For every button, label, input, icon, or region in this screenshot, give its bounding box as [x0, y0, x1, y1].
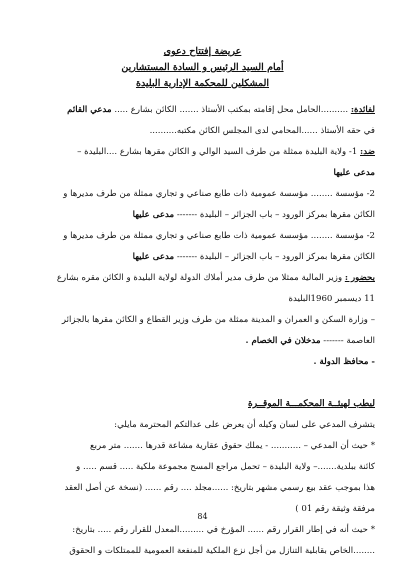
intervenor-2-line-2: [30, 331, 375, 352]
defendant-1-role: مدعى عليها: [333, 168, 375, 178]
defendant-3-role: مدعى عليها: [132, 252, 175, 262]
intervenor-2-address: العاصمة -------: [323, 336, 375, 346]
intro-paragraph: يتشرف المدعي على لسان وكيله أن يعرض على عدالتكم المحترمة مايلي:: [114, 420, 375, 430]
plaintiff-label: لفائدة:: [350, 105, 375, 115]
fact-1-line-3: هذا بموجب عقد بيع رسمي مشهر بتاريخ: ......مجلد .... رقم ...... (نسخة عن أصل العقد: [64, 483, 375, 493]
parties-section: [30, 100, 375, 373]
defendants-label: ضد:: [360, 147, 375, 157]
intervenor-1-text: وزير المالية ممثلا من طرف مدير أملاك الدولة لولاية البليدة و الكائن مقره بشارع: [56, 273, 343, 283]
defendant-2-role: مدعى عليها: [132, 210, 175, 220]
intervenors-label: بحضور :: [344, 273, 375, 283]
defendant-1-text: 1- ولاية البليدة ممثلة من طرف السيد الوالي و الكائن مقرها بشارع ....البليدة –: [77, 147, 358, 157]
defendant-2-line-1: 2- مؤسسة ........ مؤسسة عمومية ذات طابع صناعي و تجاري ممثلة من طرف مديرها و: [63, 189, 375, 199]
fact-2-line-1: * حيث أنه في إطار القرار رقم ...... المؤرخ في .........المعدل للقرار رقم ..... بتاريخ:: [72, 525, 375, 535]
intervenor-1-address: 11 ديسمبر 1960البليدة: [288, 294, 375, 304]
plaintiff-text: ..........الحامل محل إقامته بمكتب الأستاذ ....... الكائن بشارع .....: [114, 105, 349, 115]
plaintiff-lawyer-line: في حقه الأستاذ ......المحامي لدى المجلس الكائن مكتبه..........: [149, 126, 375, 136]
intervenor-3-line: - محافظ الدولة .: [313, 357, 375, 367]
fact-2-line-2: ........الخاص بقابلية التنازل من أجل نزع الملكية للمنفعة العمومية للممتلكات و الحقوق: [69, 546, 375, 556]
fact-1-line-4: مرفقة وثيقة رقم 01 ): [295, 504, 375, 514]
intervenor-2-line: – وزارة السكن و العمران و المدينة ممثلة من طرف وزير القطاع و الكائن مقرها بالجزائر: [61, 315, 375, 325]
section-title: ليطب لهيئــة المحكمـــة الموقــرة: [247, 399, 375, 409]
defendant-2-line-2: [30, 205, 375, 226]
document-header: [30, 44, 375, 92]
defendant-3-line-2: [30, 247, 375, 268]
page-number: 84: [197, 512, 208, 521]
facts-section: [30, 415, 375, 562]
court-address-line: أمام السيد الرئيس و السادة المستشارين: [121, 62, 284, 73]
court-name-line: المشكلين للمحكمة الإدارية البليدة: [135, 78, 270, 89]
intervenor-1-line: [30, 268, 375, 289]
plaintiff-role: مدعي القائم: [67, 105, 112, 115]
fact-1-line-2: كائنة ببلدية.......– ولاية البليدة – تحمل مراجع المسح مجموعة ملكية ..... قسم ..... و: [76, 462, 375, 472]
plaintiff-line: [30, 100, 375, 121]
defendant-1-line: [30, 142, 375, 163]
defendant-3-line-1: 2- مؤسسة ........ مؤسسة عمومية ذات طابع صناعي و تجاري ممثلة من طرف مديرها و: [63, 231, 375, 241]
fact-1-line-1: * حيث أن المدعي – ........... - يملك حقوق عقارية مشاعة قدرها ....... متر مربع: [90, 441, 375, 451]
intervenor-2-role: مدخلان في الخصام .: [245, 336, 321, 346]
defendant-3-address: الكائن مقرها بمركز الورود – باب الجزائر – البليدة -------: [176, 252, 375, 262]
defendant-2-address: الكائن مقرها بمركز الورود – باب الجزائر – البليدة -------: [176, 210, 375, 220]
document-title: عريضة إفتتاح دعوى: [163, 46, 242, 57]
